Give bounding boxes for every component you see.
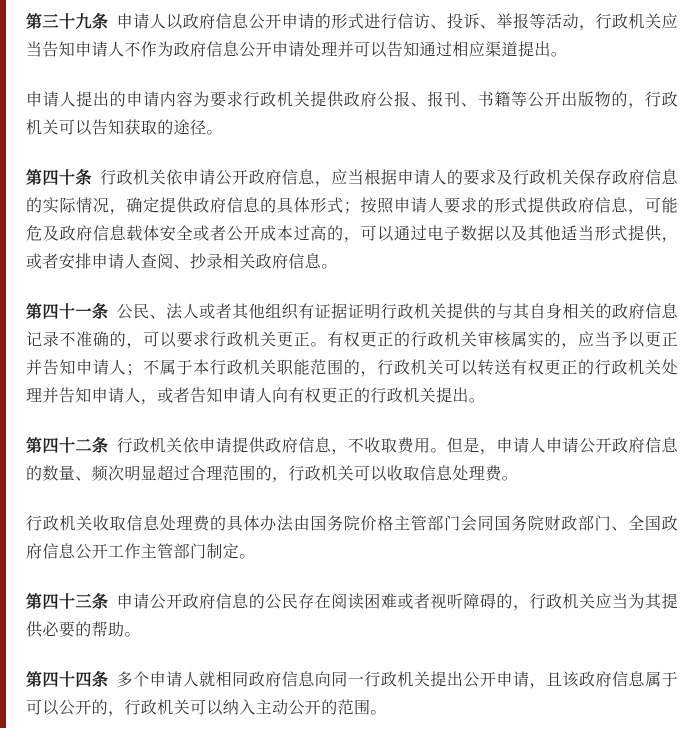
paragraph-article-42 bbox=[26, 432, 678, 488]
paragraph-text: 申请人以政府信息公开申请的形式进行信访、投诉、举报等活动，行政机关应当告知申请人不作为政府信息公开申请处理并可以告知通过相应渠道提出。 bbox=[26, 12, 678, 59]
paragraph-article-39-continued bbox=[26, 86, 678, 142]
paragraph-article-43 bbox=[26, 588, 678, 644]
article-number: 第四十二条 bbox=[26, 436, 109, 455]
paragraph-article-39 bbox=[26, 8, 678, 64]
paragraph-text: 行政机关依申请公开政府信息，应当根据申请人的要求及行政机关保存政府信息的实际情况，确定提供政府信息的具体形式；按照申请人要求的形式提供政府信息，可能危及政府信息载体安全或者公开成本过高的，可以通过电子数据以及其他适当形式提供，或者安排申请人查阅、抄录相关政府信息。 bbox=[26, 168, 678, 271]
paragraph-text: 公民、法人或者其他组织有证据证明行政机关提供的与其自身相关的政府信息记录不准确的，可以要求行政机关更正。有权更正的行政机关审核属实的，应当予以更正并告知申请人；不属于本行政机关职能范围的，行政机关可以转送有权更正的行政机关处理并告知申请人，或者告知申请人向有权更正的行政机关提出。 bbox=[26, 302, 678, 405]
article-body bbox=[26, 8, 678, 744]
paragraph-article-41 bbox=[26, 298, 678, 410]
article-number: 第四十一条 bbox=[26, 302, 109, 321]
left-accent-bar bbox=[0, 0, 6, 728]
paragraph-text: 行政机关依申请提供政府信息，不收取费用。但是，申请人申请公开政府信息的数量、频次明显超过合理范围的，行政机关可以收取信息处理费。 bbox=[26, 436, 678, 483]
article-number: 第三十九条 bbox=[26, 12, 109, 31]
paragraph-text: 申请公开政府信息的公民存在阅读困难或者视听障碍的，行政机关应当为其提供必要的帮助。 bbox=[26, 592, 678, 639]
paragraph-article-40 bbox=[26, 164, 678, 276]
paragraph-text: 行政机关收取信息处理费的具体办法由国务院价格主管部门会同国务院财政部门、全国政府信息公开工作主管部门制定。 bbox=[26, 514, 678, 561]
paragraph-article-44 bbox=[26, 666, 678, 722]
article-number: 第四十四条 bbox=[26, 670, 109, 689]
paragraph-text: 申请人提出的申请内容为要求行政机关提供政府公报、报刊、书籍等公开出版物的，行政机关可以告知获取的途径。 bbox=[26, 90, 678, 137]
paragraph-text: 多个申请人就相同政府信息向同一行政机关提出公开申请，且该政府信息属于可以公开的，行政机关可以纳入主动公开的范围。 bbox=[26, 670, 678, 717]
paragraph-article-42-continued bbox=[26, 510, 678, 566]
article-number: 第四十三条 bbox=[26, 592, 109, 611]
article-number: 第四十条 bbox=[26, 168, 93, 187]
